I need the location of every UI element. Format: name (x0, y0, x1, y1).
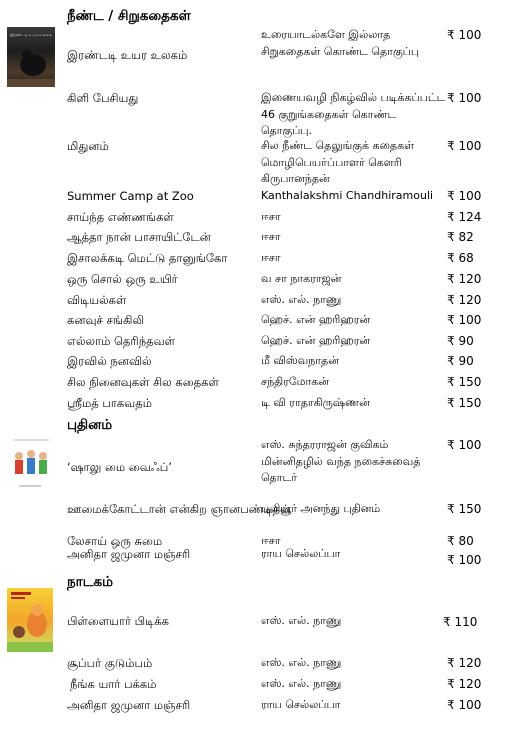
book-description: ஈசா (261, 251, 281, 264)
book-description: சந்திரமோகன் (261, 375, 329, 388)
book-price: ₹ 100 (447, 438, 482, 452)
book-price: ₹ 90 (447, 354, 474, 368)
book-title[interactable]: நீங்க யார் பக்கம் (70, 677, 157, 691)
book-title[interactable]: ‘ஷாலு மை வைஃப்’ (67, 460, 172, 474)
book-description: ராய செல்லப்பா (261, 698, 341, 711)
book-price: ₹ 150 (447, 396, 482, 410)
book-description: டி வி ராதாகிருஷ்ணன் (261, 396, 370, 409)
book-description: ஹெச். என் ஹரிஹரன் (261, 334, 371, 347)
cover-title: இரண்டடி உயர உலகம் (10, 32, 52, 37)
section-heading-novel: புதினம் (67, 417, 113, 433)
book-price: ₹ 100 (447, 313, 482, 327)
book-price: ₹ 120 (447, 677, 482, 691)
book-title[interactable]: விடியல்கள் (67, 293, 127, 307)
book-title[interactable]: அனிதா ஜமுனா மஞ்சரி (67, 547, 191, 561)
book-description: எஸ். எல். நாணு (261, 677, 342, 690)
book-title[interactable]: லேசாய் ஒரு சுமை (67, 534, 163, 548)
book-description: வ சா நாகராஜன் (261, 272, 342, 285)
book-title[interactable]: ஸ்ரீமத் பாகவதம் (67, 396, 153, 410)
book-cover-thumbnail[interactable] (7, 434, 55, 492)
book-title[interactable]: Summer Camp at Zoo (67, 189, 194, 203)
book-title[interactable]: சில நினைவுகள் சில கதைகள் (67, 375, 219, 389)
book-description: Kanthalakshmi Chandhiramouli (261, 189, 434, 202)
cover-figures-icon (7, 434, 55, 492)
book-cover-thumbnail[interactable] (7, 588, 53, 652)
book-title[interactable]: இசாலக்கடி மெட்டு தானுங்கோ (67, 251, 228, 265)
book-title[interactable]: ஒரு சொல் ஒரு உயிர் (67, 272, 178, 286)
book-price: ₹ 100 (447, 189, 482, 203)
book-price: ₹ 100 (447, 91, 482, 105)
book-description: ராய செல்லப்பா (261, 547, 341, 560)
book-price: ₹ 120 (447, 656, 482, 670)
book-description: சில நீண்ட தெலுங்குக் கதைகள் மொழிபெயர்ப்பாளர் கௌரி கிருபானந்தன் (261, 139, 415, 185)
book-title[interactable]: மிதுனம் (67, 139, 109, 153)
book-description: மீ விஸ்வநாதன் (261, 354, 339, 367)
book-description: எஸ். எல். நாணு (261, 614, 342, 627)
book-description: இணையவழி நிகழ்வில் படிக்கப்பட்ட 46 குறுங்கதைகள் கொண்ட தொகுப்பு. (261, 91, 446, 137)
book-title[interactable]: ஊமைக்கோட்டான் என்கிற ஞானபண்டிதன் (67, 502, 292, 516)
book-price: ₹ 80 (447, 534, 474, 548)
book-title[interactable]: பிள்ளையார் பிடிக்க (67, 614, 170, 628)
section-heading-short-stories: நீண்ட / சிறுகதைகள் (67, 8, 191, 24)
cover-deity-icon (7, 588, 53, 652)
book-price: ₹ 68 (447, 251, 474, 265)
book-description: உரையாடல்களே இல்லாத சிறுகதைகள் கொண்ட தொகுப்பு (261, 28, 420, 58)
book-price: ₹ 82 (447, 230, 474, 244)
book-price: ₹ 100 (447, 698, 482, 712)
book-title[interactable]: இரவில் நனவில் (67, 354, 152, 368)
section-heading-drama: நாடகம் (67, 574, 113, 590)
book-price: ₹ 120 (447, 293, 482, 307)
book-title[interactable]: அனிதா ஜமுனா மஞ்சரி (67, 698, 191, 712)
book-description: புலியூர் அனந்து புதினம் (261, 502, 381, 515)
book-title[interactable]: கிளி பேசியது (67, 91, 139, 105)
book-price: ₹ 100 (447, 553, 482, 567)
book-description: ஈசா (261, 230, 281, 243)
book-price: ₹ 110 (443, 615, 478, 629)
book-price: ₹ 90 (447, 334, 474, 348)
book-title[interactable]: கனவுச் சங்கிலி (67, 313, 145, 327)
book-price: ₹ 150 (447, 502, 482, 516)
book-price: ₹ 100 (447, 28, 482, 42)
book-title[interactable]: எல்லாம் தெரிந்தவள் (67, 334, 175, 348)
book-description: ஈசா (261, 210, 281, 223)
book-title[interactable]: ஆத்தா நான் பாசாயிட்டேன் (67, 230, 211, 244)
book-price: ₹ 124 (447, 210, 482, 224)
book-title[interactable]: சாய்ந்த எண்ணங்கள் (67, 210, 174, 224)
book-title[interactable]: இரண்டடி உயர உலகம் (67, 48, 188, 62)
cover-silhouette-icon (7, 27, 55, 87)
book-cover-thumbnail[interactable] (7, 27, 55, 87)
book-description: ஹெச். என் ஹரிஹரன் (261, 313, 371, 326)
book-description: ஈசா (261, 534, 281, 547)
book-price: ₹ 150 (447, 375, 482, 389)
book-price: ₹ 120 (447, 272, 482, 286)
book-price: ₹ 100 (447, 139, 482, 153)
book-description: எஸ். எல். நாணு (261, 293, 342, 306)
book-title[interactable]: சூப்பர் குடும்பம் (67, 656, 153, 670)
book-description: எஸ். எல். நாணு (261, 656, 342, 669)
book-description: எஸ். சுந்தரராஜன் குவிகம் மின்னிதழில் வந்த நகைச்சுவைத் தொடர் (261, 438, 421, 484)
